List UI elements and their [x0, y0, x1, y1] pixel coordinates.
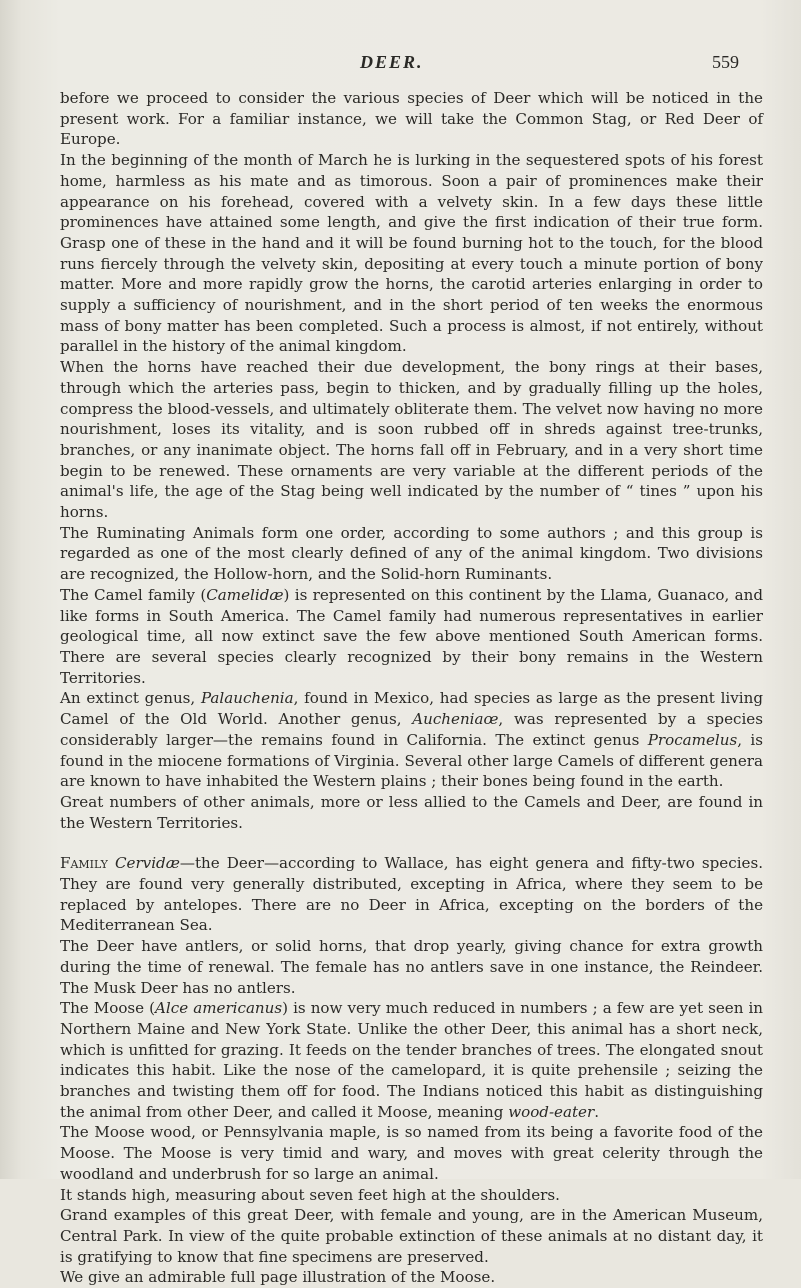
italic-term: Procamelus — [647, 730, 738, 749]
italic-term: wood-eater — [508, 1102, 595, 1121]
paragraph: before we proceed to consider the various species of Deer which will be noticed in the present work. For a familiar instance, we will take the Common Stag, or Red Deer of Europe. — [60, 89, 763, 149]
paragraph: When the horns have reached their due development, the bony rings at their bases, through which the arteries pass, begin to thicken, and by gradually filling up the holes, compress the blood-vessels, and ultimately obliterate them. The velvet now having no more nourishment, loses its vitality, and is soon rubbed off in shreds against tree-trunks, branches, or any inanimate object. The horns fall off in February, and in a very short time begin to be renewed. These ornaments are very variable at the different periods of the animal's life, the age of the Stag being well indicated by the number of “ tines ” upon his horns. — [60, 358, 763, 522]
paragraph: Grand examples of this great Deer, with female and young, are in the American Museum, Central Park. In view of the quite probable extinction of these animals at no distant day, it is gratifying to know that fine specimens are preserved. — [60, 1206, 763, 1266]
small-caps-heading: Family — [60, 854, 108, 873]
paragraph: The Deer have antlers, or solid horns, that drop yearly, giving chance for extra growth during the time of renewal. The female has no antlers save in one instance, the Reindeer. The Musk Deer has no antlers. — [60, 937, 763, 997]
page-number: 559 — [712, 52, 739, 72]
running-head — [0, 52, 801, 76]
text-run: The Moose ( — [60, 999, 156, 1018]
text-run: , found in Mexico, had species as large as the present living Camel of the Old World. Another genus, — [60, 689, 763, 729]
paragraph — [60, 998, 763, 1122]
text-run: The Camel family ( — [60, 585, 207, 604]
body-text — [60, 88, 763, 1288]
italic-term: Alce americanus — [155, 999, 283, 1018]
italic-term: Camelidæ — [206, 585, 284, 604]
paragraph: Great numbers of other animals, more or less allied to the Camels and Deer, are found in the Western Territories. — [60, 792, 763, 832]
paragraph: We give an admirable full page illustration of the Moose. — [60, 1268, 496, 1287]
italic-term: Aucheniaœ — [412, 710, 499, 729]
italic-term: Palauchenia — [200, 689, 294, 708]
text-run: . — [594, 1102, 600, 1121]
paragraph: It stands high, measuring about seven feet high at the shoulders. — [60, 1185, 560, 1204]
italic-term: Cervidæ — [114, 854, 180, 873]
text-run: , was represented by a species considerably larger—the remains found in California. The extinct genus — [60, 710, 763, 749]
text-run: ) is now very much reduced in numbers ; a few are yet seen in Northern Maine and New York State. Unlike the other Deer, this animal has a short neck, which is unfitted for grazing. It feeds on the tender branches of trees. The elongated snout indicates this habit. Like the nose of the camelopard, it is quite prehensile ; seizing the branches and twisting them off for food. The Indians noticed this habit as distinguishing the animal from other Deer, and called it Moose, meaning — [60, 999, 764, 1121]
text-run: An extinct genus, — [60, 689, 201, 708]
paragraph: The Moose wood, or Pennsylvania maple, is so named from its being a favorite food of the Moose. The Moose is very timid and wary, and moves with great celerity through the woodland and underbrush for so large an animal. — [60, 1123, 763, 1183]
paragraph — [60, 585, 763, 689]
text-run: —the Deer—according to Wallace, has eight genera and fifty-two species. They are found very generally distributed, excepting in Africa, where they seem to be replaced by antelopes. There are no Deer in Africa, excepting on the borders of the Mediterranean Sea. — [60, 854, 763, 935]
paragraph: The Ruminating Animals form one order, according to some authors ; and this group is regarded as one of the most clearly defined of any of the animal kingdom. Two divisions are recognized, the Hollow-horn, and the Solid-horn Ruminants. — [60, 523, 763, 584]
running-title: DEER. — [360, 52, 424, 72]
paragraph — [60, 688, 763, 792]
paragraph: In the beginning of the month of March he is lurking in the sequestered spots of his forest home, harmless as his mate and as timorous. Soon a pair of prominences make their appearance on his forehead, covered with a velvety skin. In a few days these little prominences have attained some length, and give the first indication of their true form. Grasp one of these in the hand and it will be found burning hot to the touch, for the blood runs fiercely through the velvety skin, depositing at every touch a minute portion of bony matter. More and more rapidly grow the horns, the carotid arteries enlarging in order to supply a sufficiency of nourishment, and in the short period of ten weeks the enormous mass of bony matter has been completed. Such a process is almost, if not entirely, without parallel in the history of the animal kingdom. — [60, 151, 763, 356]
text-run: , is found in the miocene formations of Virginia. Several other large Camels of different genera are known to have inhabited the Western plains ; their bones being found in the earth. — [60, 730, 763, 791]
text-run: ) is represented on this continent by the Llama, Guanaco, and like forms in South America. The Camel family had numerous representatives in earlier geological time, all now extinct save the few above mentioned South American forms. There are several species clearly recognized by their bony remains in the Western Territories. — [60, 585, 763, 687]
paragraph — [60, 853, 763, 936]
